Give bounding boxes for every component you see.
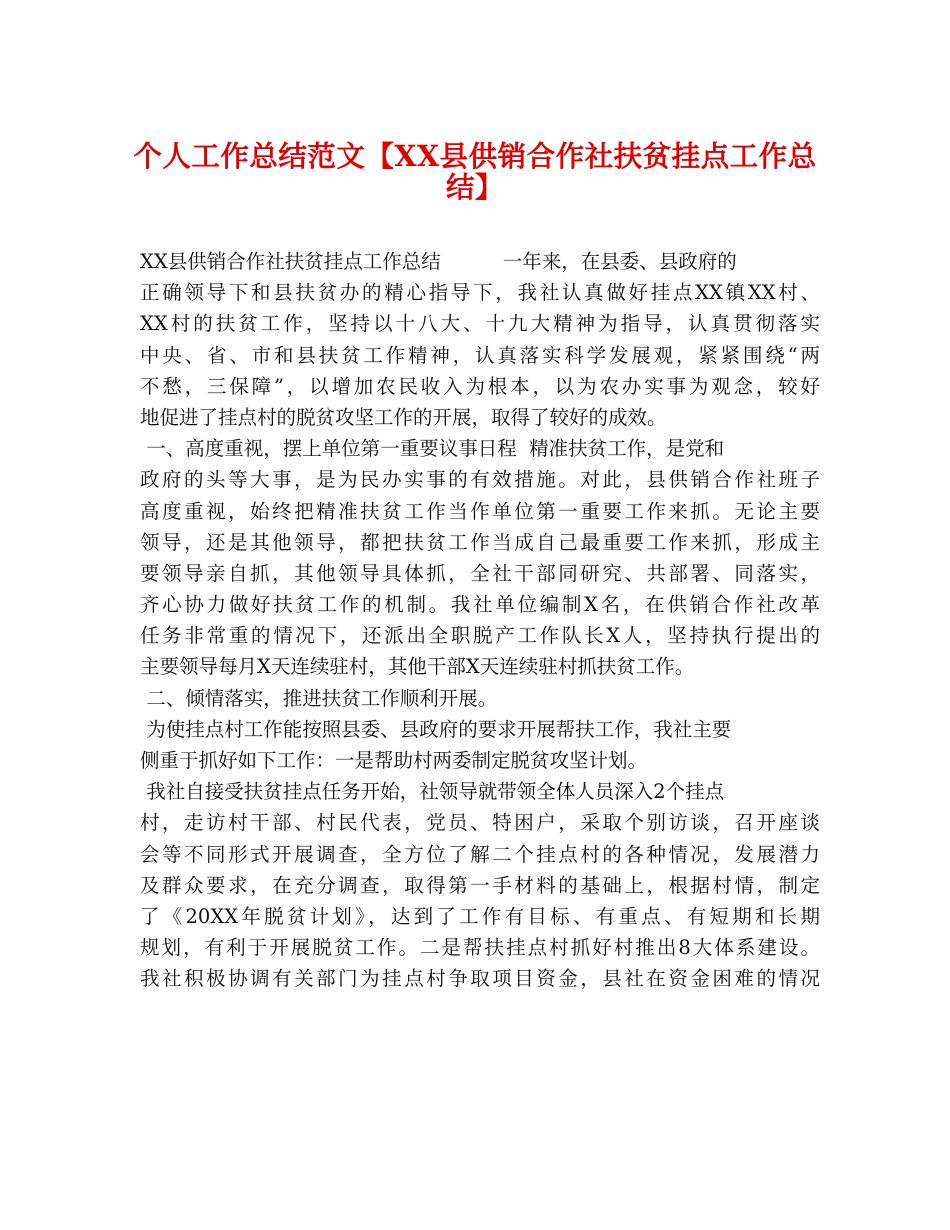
body-line: 一、高度重视，摆上单位第一重要议事日程 精准扶贫工作，是党和 [140,437,725,461]
body-line: 了《20XX年脱贫计划》，达到了工作有目标、有重点、有短期和长期 [140,904,820,928]
body-line: XX村的扶贫工作，坚持以十八大、十九大精神为指导，认真贯彻落实 [140,312,820,336]
document-title [130,130,820,205]
body-line: XX县供销合作社扶贫挂点工作总结 一年来，在县委、县政府的 [140,250,737,273]
body-line: 及群众要求，在充分调查，取得第一手材料的基础上，根据村情，制定 [140,873,820,897]
body-line: 领导，还是其他领导，都把扶贫工作当成自己最重要工作来抓，形成主 [140,530,820,554]
body-line: 主要领导每月X天连续驻村，其他干部X天连续驻村抓扶贫工作。 [140,655,695,679]
body-line: 任务非常重的情况下，还派出全职脱产工作队长X人，坚持执行提出的 [140,624,820,648]
body-line: 要领导亲自抓，其他领导具体抓，全社干部同研究、共部署、同落实， [140,561,820,585]
body-line: 高度重视，始终把精准扶贫工作当作单位第一重要工作来抓。无论主要 [140,499,820,523]
body-line: 齐心协力做好扶贫工作的机制。我社单位编制X名，在供销合作社改革 [140,593,820,617]
body-line: 地促进了挂点村的脱贫攻坚工作的开展，取得了较好的成效。 [140,405,667,429]
body-line: 村，走访村干部、村民代表，党员、特困户，采取个别访谈，召开座谈 [140,811,820,835]
body-line: 会等不同形式开展调查，全方位了解二个挂点村的各种情况，发展潜力 [140,842,820,866]
body-line: 我社自接受扶贫挂点任务开始，社领导就带领全体人员深入2个挂点 [140,780,725,804]
body-line: 不愁，三保障”，以增加农民收入为根本，以为农办实事为观念，较好 [140,374,820,398]
body-line: 侧重于抓好如下工作：一是帮助村两委制定脱贫攻坚计划。 [140,749,648,772]
title-line: 结】 [445,170,504,205]
body-line: 正确领导下和县扶贫办的精心指导下，我社认真做好挂点XX镇XX村、 [140,281,820,305]
body-line: 规划，有利于开展脱贫工作。二是帮扶挂点村抓好村推出8大体系建设。 [140,936,820,960]
body-line: 为使挂点村工作能按照县委、县政府的要求开展帮扶工作，我社主要 [140,717,732,741]
body-line: 二、倾情落实，推进扶贫工作顺利开展。 [140,686,498,710]
title-line: 个人工作总结范文【XX县供销合作社扶贫挂点工作总 [133,139,817,173]
document-body [140,246,820,995]
body-line: 中央、省、市和县扶贫工作精神，认真落实科学发展观，紧紧围绕“两 [140,343,820,367]
body-line: 我社积极协调有关部门为挂点村争取项目资金，县社在资金困难的情况 [140,967,820,991]
body-line: 政府的头等大事，是为民办实事的有效措施。对此，县供销合作社班子 [140,468,820,492]
